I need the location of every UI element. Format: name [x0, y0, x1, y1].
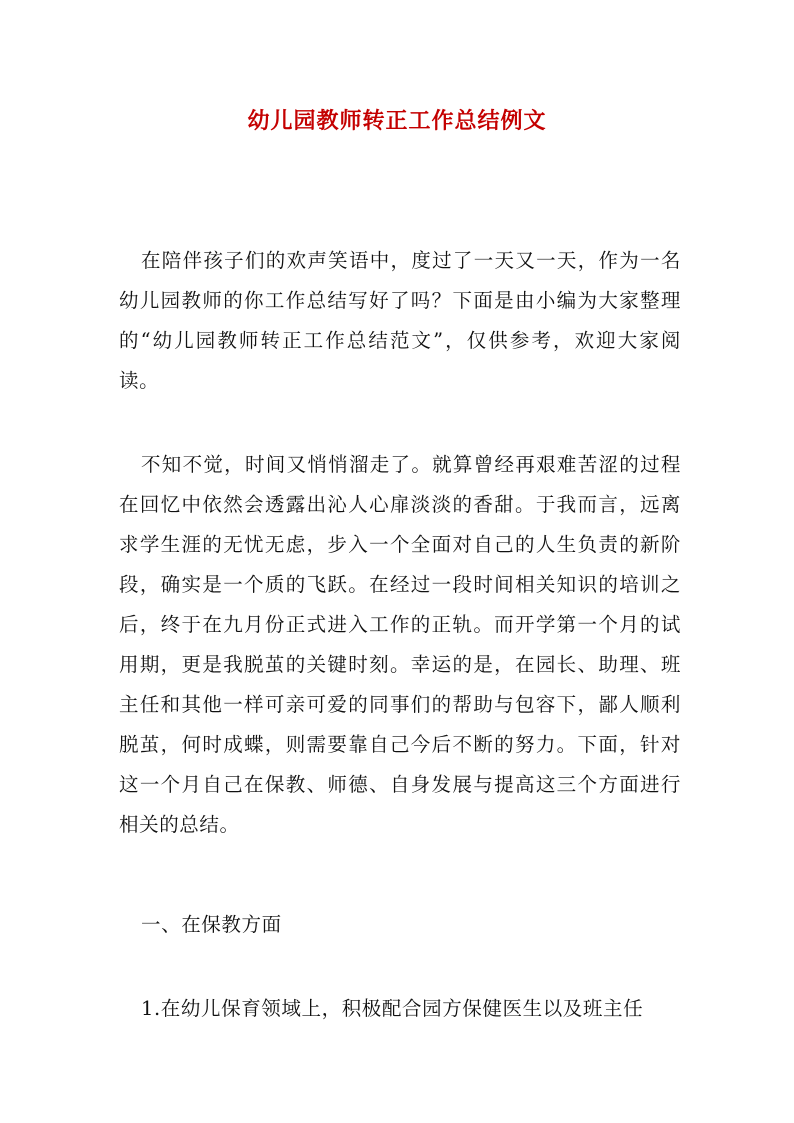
- intro-paragraph: 在陪伴孩子们的欢声笑语中，度过了一天又一天，作为一名幼儿园教师的你工作总结写好了吗？下面是由小编为大家整理的“幼儿园教师转正工作总结范文”，仅供参考，欢迎大家阅读。: [119, 249, 681, 392]
- list-item-paragraph: 1.在幼儿保育领域上，积极配合园方保健医生以及班主任: [141, 997, 644, 1020]
- section-heading: 一、在保教方面: [141, 913, 282, 936]
- document-title: 幼儿园教师转正工作总结例文: [247, 108, 547, 134]
- body-paragraph: 不知不觉，时间又悄悄溜走了。就算曾经再艰难苦涩的过程在回忆中依然会透露出沁人心扉淡淡的香甜。于我而言，远离求学生涯的无忧无虑，步入一个全面对自己的人生负责的新阶段，确实是一个质的飞跃。在经过一段时间相关知识的培训之后，终于在九月份正式进入工作的正轨。而开学第一个月的试用期，更是我脱茧的关键时刻。幸运的是，在园长、助理、班主任和其他一样可亲可爱的同事们的帮助与包容下，鄙人顺利脱茧，何时成蝶，则需要靠自己今后不断的努力。下面，针对这一个月自己在保教、师德、自身发展与提高这三个方面进行相关的总结。: [119, 453, 681, 836]
